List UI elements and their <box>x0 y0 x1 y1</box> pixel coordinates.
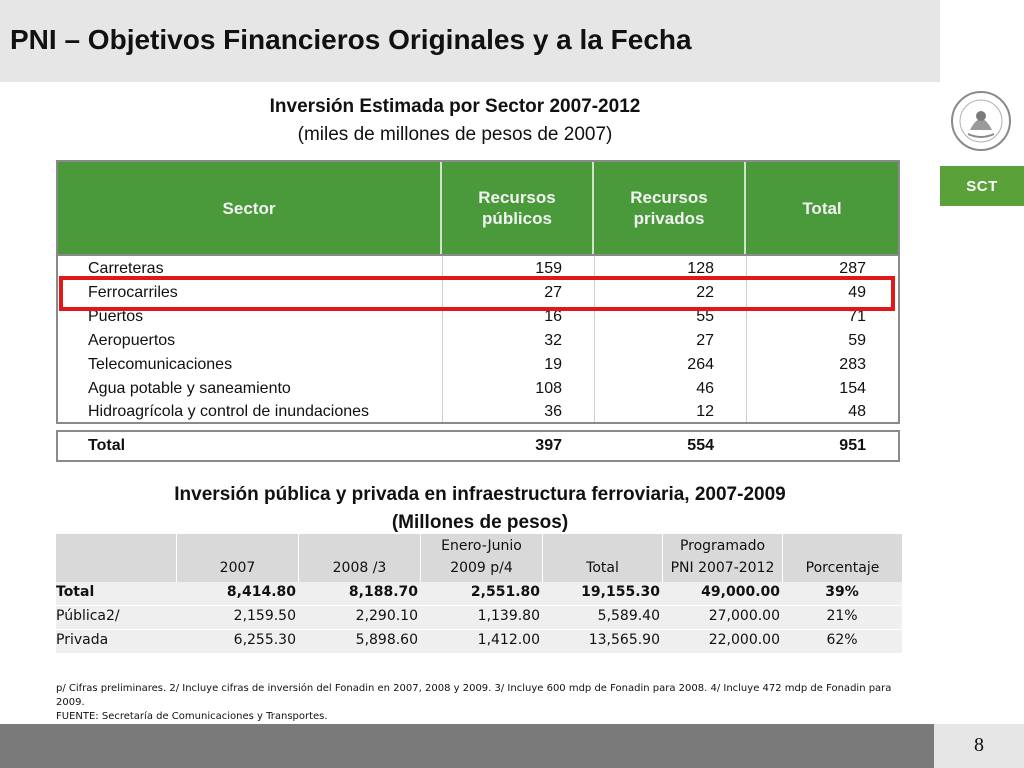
footnotes <box>56 682 896 724</box>
header-2008: 2008 /3 <box>298 534 420 582</box>
sector-table-title: Inversión Estimada por Sector 2007-2012 <box>269 96 641 117</box>
rail-table-title: Inversión pública y privada en infraestructura ferroviaria, 2007-2009 <box>174 484 786 505</box>
page-number: 8 <box>974 734 984 756</box>
header-public: Recursos públicos <box>442 162 594 254</box>
ferrocarriles-highlight <box>59 276 895 311</box>
table-row: Puertos 16 55 71 <box>88 308 866 325</box>
header-porcentaje: Porcentaje <box>782 534 902 582</box>
page-title: PNI – Objetivos Financieros Originales y a la Fecha <box>10 24 692 55</box>
header-empty <box>56 534 176 582</box>
table-row: Privada 6,255.30 5,898.60 1,412.00 13,565.90 22,000.00 62% <box>56 630 902 654</box>
sector-investment-table <box>56 160 900 462</box>
header-total: Total <box>542 534 662 582</box>
header-private: Recursos privados <box>594 162 746 254</box>
sector-total-row: Total 397 554 951 <box>56 430 900 462</box>
table-row: Total 8,414.80 8,188.70 2,551.80 19,155.30 49,000.00 39% <box>56 582 902 606</box>
sector-table-subtitle: (miles de millones de pesos de 2007) <box>297 124 613 145</box>
rail-table-subtitle: (Millones de pesos) <box>391 512 569 533</box>
table-row: Ferrocarriles 27 22 49 <box>88 284 866 301</box>
table-row: Pública2/ 2,159.50 2,290.10 1,139.80 5,589.40 27,000.00 21% <box>56 606 902 630</box>
header-2009: Enero-Junio 2009 p/4 <box>420 534 542 582</box>
mexico-seal-icon <box>950 90 1012 152</box>
sct-logo: SCT <box>940 166 1024 206</box>
table-row: Carreteras 159 128 287 <box>88 260 866 277</box>
header-total: Total <box>802 198 842 218</box>
table-row: Aeropuertos 32 27 59 <box>88 332 866 349</box>
rail-table-header <box>56 534 902 582</box>
header-2007: 2007 <box>176 534 298 582</box>
table-row: Agua potable y saneamiento 108 46 154 <box>88 380 866 397</box>
footer-bar <box>0 724 934 768</box>
table-row: Hidroagrícola y control de inundaciones 36 12 48 <box>88 403 866 420</box>
header-pni: Programado PNI 2007-2012 <box>662 534 782 582</box>
footnote-notes: p/ Cifras preliminares. 2/ Incluye cifras de inversión del Fonadin en 2007, 2008 y 2009. 3/ Incluye 600 mdp de Fonadin para 2008. 4/ Incluye 472 mdp de Fonadin para 2009. <box>56 683 892 708</box>
sector-table-header <box>56 160 900 256</box>
footnote-source: FUENTE: Secretaría de Comunicaciones y Transportes. <box>56 711 328 722</box>
header-sector: Sector <box>58 162 442 254</box>
table-row: Telecomunicaciones 19 264 283 <box>88 356 866 373</box>
